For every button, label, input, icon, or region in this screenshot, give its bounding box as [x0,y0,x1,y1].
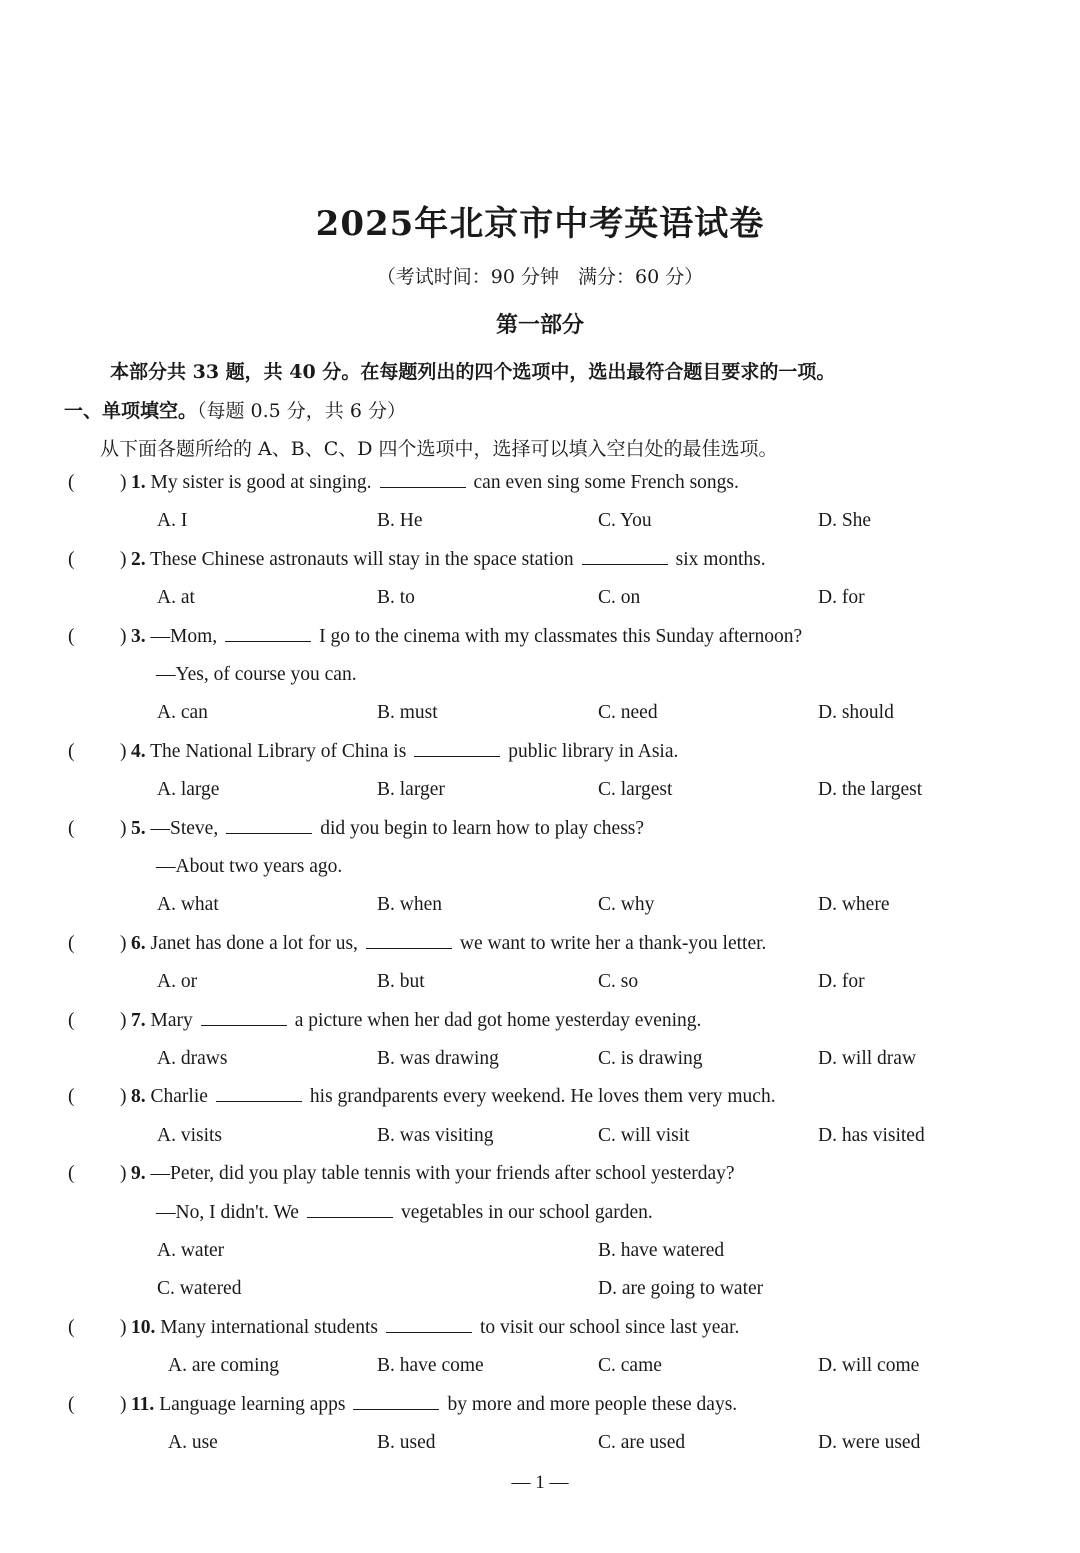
section-points: （每题 0.5 分，共 6 分） [197,400,406,422]
question-stem-line [0,1394,1080,1424]
answer-blank [414,755,500,757]
question-stem: 8. Charlie his grandparents every weekend. He loves them very much. [131,1086,776,1108]
question-number: 11. [131,1393,155,1415]
answer-paren-right: ) [120,1086,127,1108]
answer-option: D. the largest [818,779,923,801]
answer-option: B. have come [377,1355,484,1377]
answer-option: B. but [377,971,425,993]
question-stem: 9. —Peter, did you play table tennis with your friends after school yesterday? [131,1163,735,1185]
answer-paren-right: ) [120,1009,127,1031]
dialogue-reply: —Yes, of course you can. [156,664,357,685]
answer-paren-right: ) [120,1163,127,1185]
question-line [0,664,1080,694]
section-instruction: 从下面各题所给的 A、B、C、D 四个选项中，选择可以填入空白处的最佳选项。 [100,438,778,460]
answer-paren-right: ) [120,548,127,570]
question-line [0,587,1080,617]
answer-paren-right: ) [120,1393,127,1415]
dialogue-reply: —No, I didn't. We vegetables in our school garden. [156,1201,653,1223]
question-stem-line [0,1010,1080,1040]
question-stem-line [0,741,1080,771]
answer-paren-left: ( [68,1316,75,1338]
answer-option: D. will come [818,1355,920,1377]
answer-option: A. draws [157,1048,228,1069]
answer-option: D. are going to water [598,1278,764,1300]
answer-paren-right: ) [120,472,127,493]
question-number: 4. [131,740,146,762]
answer-option: C. why [598,894,655,916]
question-stem: 3. —Mom, I go to the cinema with my classmates this Sunday afternoon? [131,625,803,647]
answer-paren-right: ) [120,625,127,647]
answer-option: C. largest [598,779,673,801]
answer-paren-left: ( [68,932,75,954]
answer-blank [226,832,312,834]
answer-paren-left: ( [68,1086,75,1108]
answer-option: C. watered [157,1278,242,1300]
answer-option: A. at [157,587,195,609]
exam-info: （考试时间：90 分钟 满分：60 分） [376,266,704,288]
answer-option: C. are used [598,1432,686,1453]
answer-option: A. or [157,971,198,993]
question-stem: 4. The National Library of China is public library in Asia. [131,740,679,762]
answer-paren-left: ( [68,1009,75,1031]
answer-paren-right: ) [120,1316,127,1338]
question-number: 2. [131,548,146,570]
answer-paren-left: ( [68,625,75,647]
answer-paren-left: ( [68,817,75,839]
part-intro: 本部分共 33 题，共 40 分。在每题列出的四个选项中，选出最符合题目要求的一项。 [110,361,836,383]
question-stem: 6. Janet has done a lot for us, we want to write her a thank-you letter. [131,932,767,954]
question-line [0,1202,1080,1232]
question-stem-line [0,1317,1080,1347]
answer-paren-left: ( [68,472,75,493]
exam-title: 2025年北京市中考英语试卷 [315,204,765,244]
question-line [0,856,1080,886]
question-line [0,779,1080,809]
question-stem: 10. Many international students to visit our school since last year. [131,1316,740,1338]
answer-option: C. need [598,702,658,724]
question-stem-line [0,626,1080,656]
answer-option: A. I [157,510,188,532]
answer-option: B. used [377,1432,436,1453]
answer-option: A. what [157,894,219,916]
answer-option: B. have watered [598,1240,725,1261]
answer-option: C. came [598,1355,662,1377]
answer-option: D. for [818,971,865,993]
question-stem: 5. —Steve, did you begin to learn how to play chess? [131,817,645,839]
question-line [0,971,1080,1001]
question-number: 9. [131,1163,146,1185]
answer-blank [380,486,466,488]
question-line [0,510,1080,540]
question-number: 7. [131,1009,146,1031]
question-line [0,1125,1080,1155]
section-title [64,396,406,423]
answer-option: B. was drawing [377,1048,499,1069]
answer-option: A. are coming [168,1355,280,1377]
answer-blank [353,1408,439,1410]
question-stem-line [0,549,1080,579]
answer-paren-left: ( [68,1163,75,1185]
answer-option: A. visits [157,1124,223,1146]
answer-blank [216,1100,302,1102]
answer-option: A. use [168,1432,218,1453]
answer-option: D. where [818,894,890,916]
answer-option: B. larger [377,779,445,801]
answer-option: D. for [818,587,865,609]
answer-paren-left: ( [68,1393,75,1415]
answer-option: B. must [377,702,438,724]
question-number: 1. [131,472,146,493]
dialogue-reply: —About two years ago. [156,856,343,877]
question-number: 3. [131,625,146,647]
question-line [0,894,1080,924]
question-stem: 11. Language learning apps by more and more people these days. [131,1393,738,1415]
part-title: 第一部分 [495,312,584,338]
answer-option: C. will visit [598,1124,690,1146]
question-number: 6. [131,932,146,954]
answer-option: B. when [377,894,442,916]
answer-option: D. has visited [818,1124,925,1146]
answer-option: B. was visiting [377,1124,494,1146]
question-stem-line [0,1086,1080,1116]
page-number: — 1 — [511,1472,569,1493]
answer-blank [582,563,668,565]
answer-blank [201,1024,287,1026]
answer-option: D. should [818,702,894,724]
section-heading: 一、单项填空。 [64,400,198,422]
answer-option: C. is drawing [598,1048,703,1069]
answer-option: B. to [377,587,415,609]
answer-paren-left: ( [68,740,75,762]
answer-paren-right: ) [120,740,127,762]
question-number: 5. [131,817,146,839]
question-stem: 1. My sister is good at singing. can even sing some French songs. [131,472,739,493]
question-number: 8. [131,1086,146,1108]
answer-option: A. large [157,779,220,801]
question-number: 10. [131,1316,156,1338]
question-stem-line [0,933,1080,963]
question-stem-line [0,1163,1080,1193]
question-stem: 7. Mary a picture when her dad got home yesterday evening. [131,1009,702,1031]
answer-blank [386,1331,472,1333]
answer-option: D. will draw [818,1048,917,1069]
answer-blank [366,947,452,949]
answer-paren-right: ) [120,932,127,954]
answer-option: C. so [598,971,639,993]
answer-paren-right: ) [120,817,127,839]
question-line [0,1278,1080,1308]
answer-option: B. He [377,510,423,532]
answer-blank [307,1216,393,1218]
question-line [0,1355,1080,1385]
question-stem-line [0,472,1080,502]
answer-option: A. water [157,1240,225,1261]
question-line [0,1432,1080,1462]
question-line [0,1240,1080,1270]
question-line [0,702,1080,732]
question-stem-line [0,818,1080,848]
question-line [0,1048,1080,1078]
answer-option: C. on [598,587,641,609]
answer-option: D. were used [818,1432,921,1453]
answer-option: A. can [157,702,208,724]
answer-option: C. You [598,510,652,532]
answer-option: D. She [818,510,872,532]
answer-blank [225,640,311,642]
answer-paren-left: ( [68,548,75,570]
question-stem: 2. These Chinese astronauts will stay in the space station six months. [131,548,766,570]
